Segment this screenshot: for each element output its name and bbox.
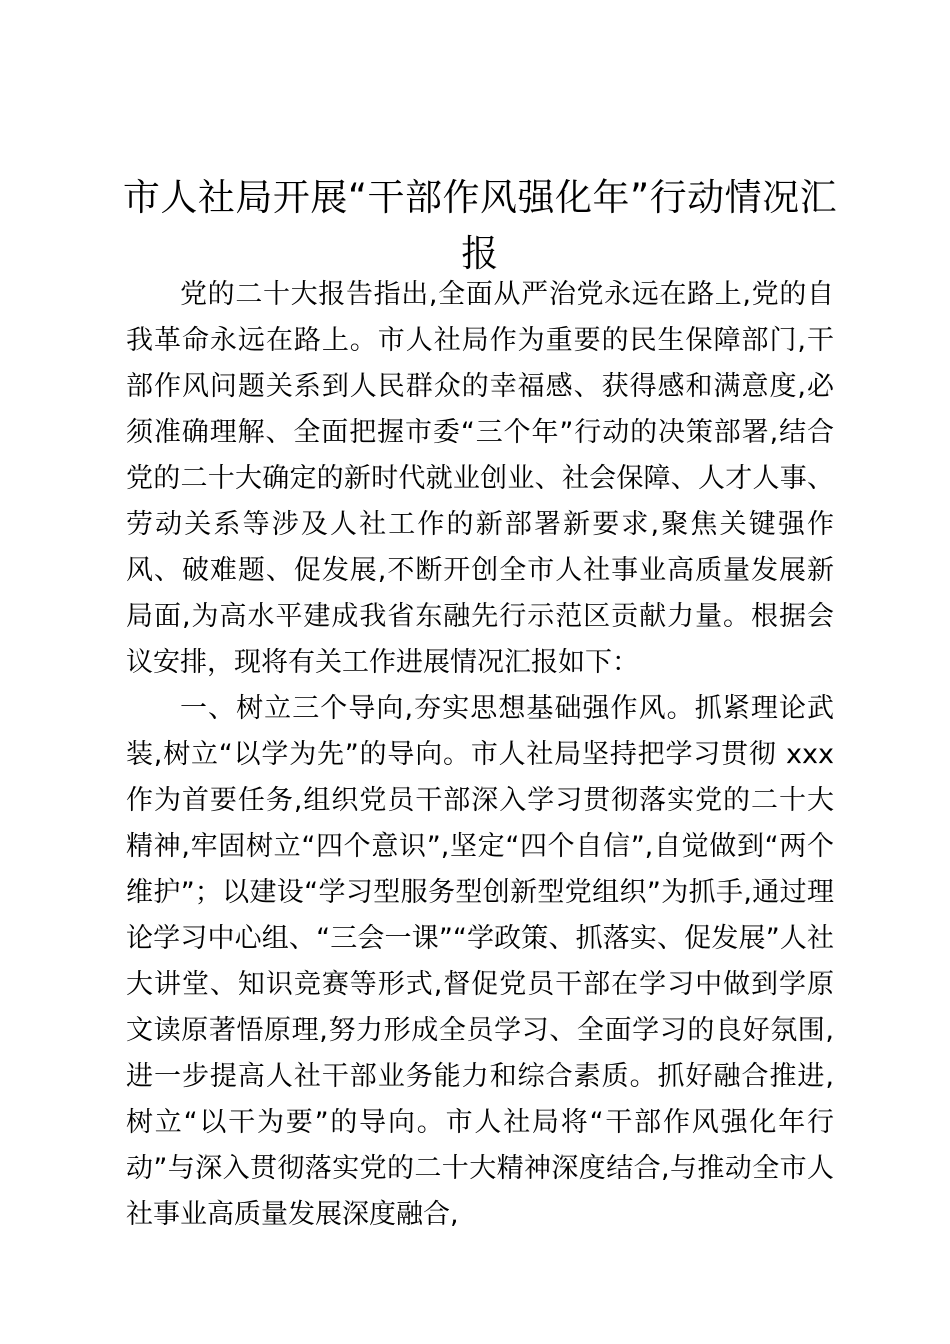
paragraph-section-one: 一、树立三个导向,夯实思想基础强作风。抓紧理论武装,树立“以学为先”的导向。市人社局坚持把学习贯彻 xxx 作为首要任务,组织党员干部深入学习贯彻落实党的二十大精神,牢固树立“四个意识”,坚定“四个自信”,自觉做到“两个维护”；以建设“学习型服务型创新型党组织”为抓手,通过理论学习中心组、“三会一课”“学政策、抓落实、促发展”人社大讲堂、知识竞赛等形式,督促党员干部在学习中做到学原文读原著悟原理,努力形成全员学习、全面学习的良好氛围,进一步提高人社干部业务能力和综合素质。抓好融合推进,树立“以干为要”的导向。市人社局将“干部作风强化年行动”与深入贯彻落实党的二十大精神深度结合,与推动全市人社事业高质量发展深度融合, (126, 693, 834, 1230)
document-title: 市人社局开展“干部作风强化年”行动情况汇报 (122, 176, 838, 275)
document-body (126, 272, 834, 1238)
paragraph-intro: 党的二十大报告指出,全面从严治党永远在路上,党的自我革命永远在路上。市人社局作为重要的民生保障部门,干部作风问题关系到人民群众的幸福感、获得感和满意度,必须准确理解、全面把握市委“三个年”行动的决策部署,结合党的二十大确定的新时代就业创业、社会保障、人才人事、劳动关系等涉及人社工作的新部署新要求,聚焦关键强作风、破难题、促发展,不断开创全市人社事业高质量发展新局面,为高水平建成我省东融先行示范区贡献力量。根据会议安排，现将有关工作进展情况汇报如下： (126, 279, 834, 678)
